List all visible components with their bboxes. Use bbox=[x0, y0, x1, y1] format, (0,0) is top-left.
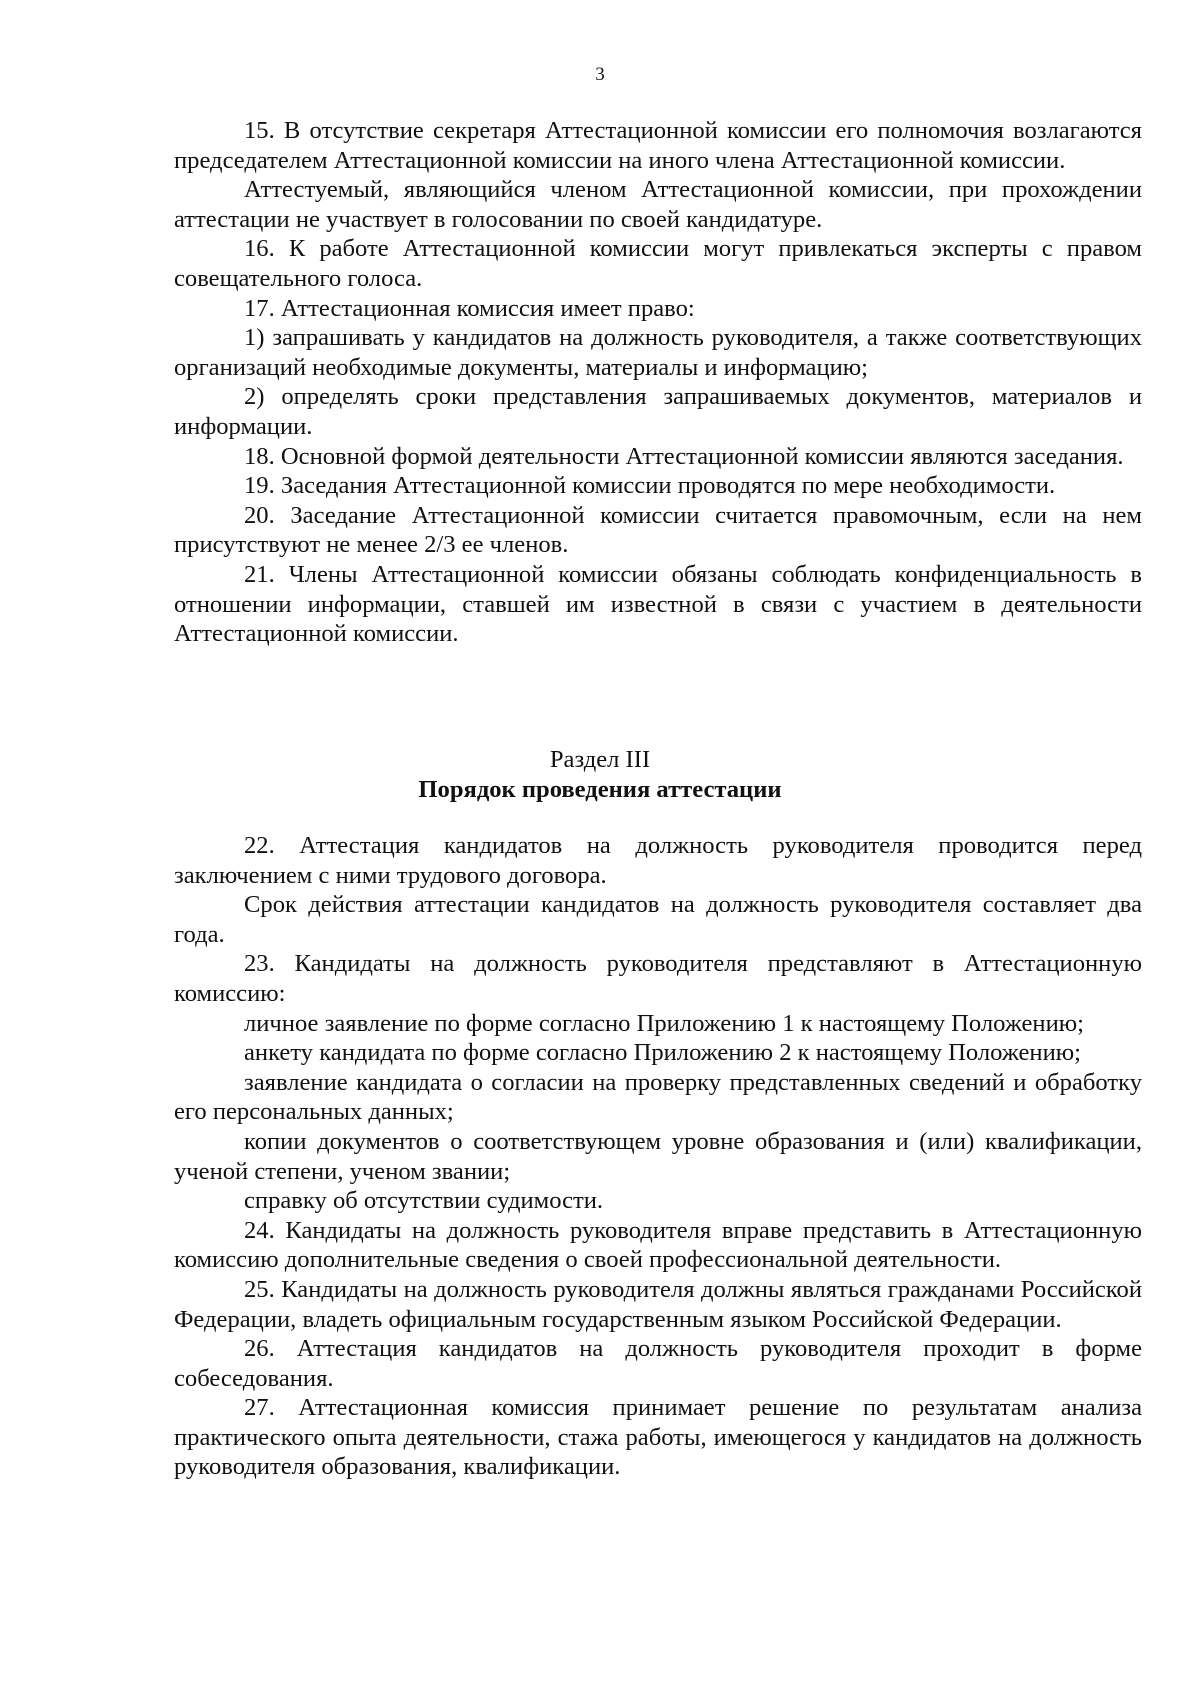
paragraph-16: 16. К работе Аттестационной комиссии могут привлекаться эксперты с правом совещательного голоса. bbox=[174, 235, 1142, 292]
paragraph-21: 21. Члены Аттестационной комиссии обязаны соблюдать конфиденциальность в отношении информации, ставшей им известной в связи с участием в деятельности Аттестационной комиссии. bbox=[174, 560, 1142, 648]
paragraph-24: 24. Кандидаты на должность руководителя вправе представить в Аттестационную комиссию дополнительные сведения о своей профессиональной деятельности. bbox=[174, 1216, 1142, 1274]
paragraph-18: 18. Основной формой деятельности Аттестационной комиссии являются заседания. bbox=[244, 442, 1124, 470]
section-title: Порядок проведения аттестации bbox=[418, 776, 782, 803]
paragraph-17-item-2: 2) определять сроки представления запрашиваемых документов, материалов и информации. bbox=[174, 383, 1142, 440]
paragraph-23-item-4: копии документов о соответствующем уровне образования и (или) квалификации, ученой степени, ученом звании; bbox=[174, 1127, 1142, 1185]
paragraph-23-item-3: заявление кандидата о согласии на проверку представленных сведений и обработку его персональных данных; bbox=[174, 1068, 1142, 1126]
paragraph-23-item-1: личное заявление по форме согласно Приложению 1 к настоящему Положению; bbox=[244, 1009, 1084, 1037]
paragraph-19: 19. Заседания Аттестационной комиссии проводятся по мере необходимости. bbox=[244, 472, 1056, 500]
section-heading bbox=[0, 745, 1200, 805]
paragraph-17-item-1: 1) запрашивать у кандидатов на должность руководителя, а также соответствующих организаций необходимые документы, материалы и информацию; bbox=[174, 324, 1142, 381]
paragraph-23: 23. Кандидаты на должность руководителя представляют в Аттестационную комиссию: bbox=[174, 950, 1142, 1007]
paragraph-15-note: Аттестуемый, являющийся членом Аттестационной комиссии, при прохождении аттестации не участвует в голосовании по своей кандидатуре. bbox=[174, 176, 1142, 233]
paragraph-23-item-5: справку об отсутствии судимости. bbox=[244, 1187, 604, 1215]
paragraph-15: 15. В отсутствие секретаря Аттестационной комиссии его полномочия возлагаются председателем Аттестационной комиссии на иного члена Аттестационной комиссии. bbox=[174, 117, 1142, 174]
paragraph-20: 20. Заседание Аттестационной комиссии считается правомочным, если на нем присутствуют не менее 2/3 ее членов. bbox=[174, 501, 1142, 559]
paragraphs-top bbox=[174, 116, 1142, 649]
paragraph-17: 17. Аттестационная комиссия имеет право: bbox=[244, 294, 695, 322]
paragraph-22: 22. Аттестация кандидатов на должность руководителя проводится перед заключением с ними трудового договора. bbox=[174, 832, 1142, 889]
section-label: Раздел III bbox=[549, 746, 651, 773]
paragraph-25: 25. Кандидаты на должность руководителя должны являться гражданами Российской Федерации, владеть официальным государственным языком Российской Федерации. bbox=[174, 1275, 1142, 1333]
page-number: 3 bbox=[595, 64, 605, 85]
paragraphs-bottom bbox=[174, 831, 1142, 1482]
paragraph-26: 26. Аттестация кандидатов на должность руководителя проходит в форме собеседования. bbox=[174, 1335, 1142, 1392]
paragraph-23-item-2: анкету кандидата по форме согласно Приложению 2 к настоящему Положению; bbox=[244, 1039, 1081, 1067]
paragraph-27: 27. Аттестационная комиссия принимает решение по результатам анализа практического опыта деятельности, стажа работы, имеющегося у кандидатов на должность руководителя образования, квалификации. bbox=[174, 1394, 1142, 1481]
paragraph-22-term: Срок действия аттестации кандидатов на должность руководителя составляет два года. bbox=[174, 891, 1142, 948]
